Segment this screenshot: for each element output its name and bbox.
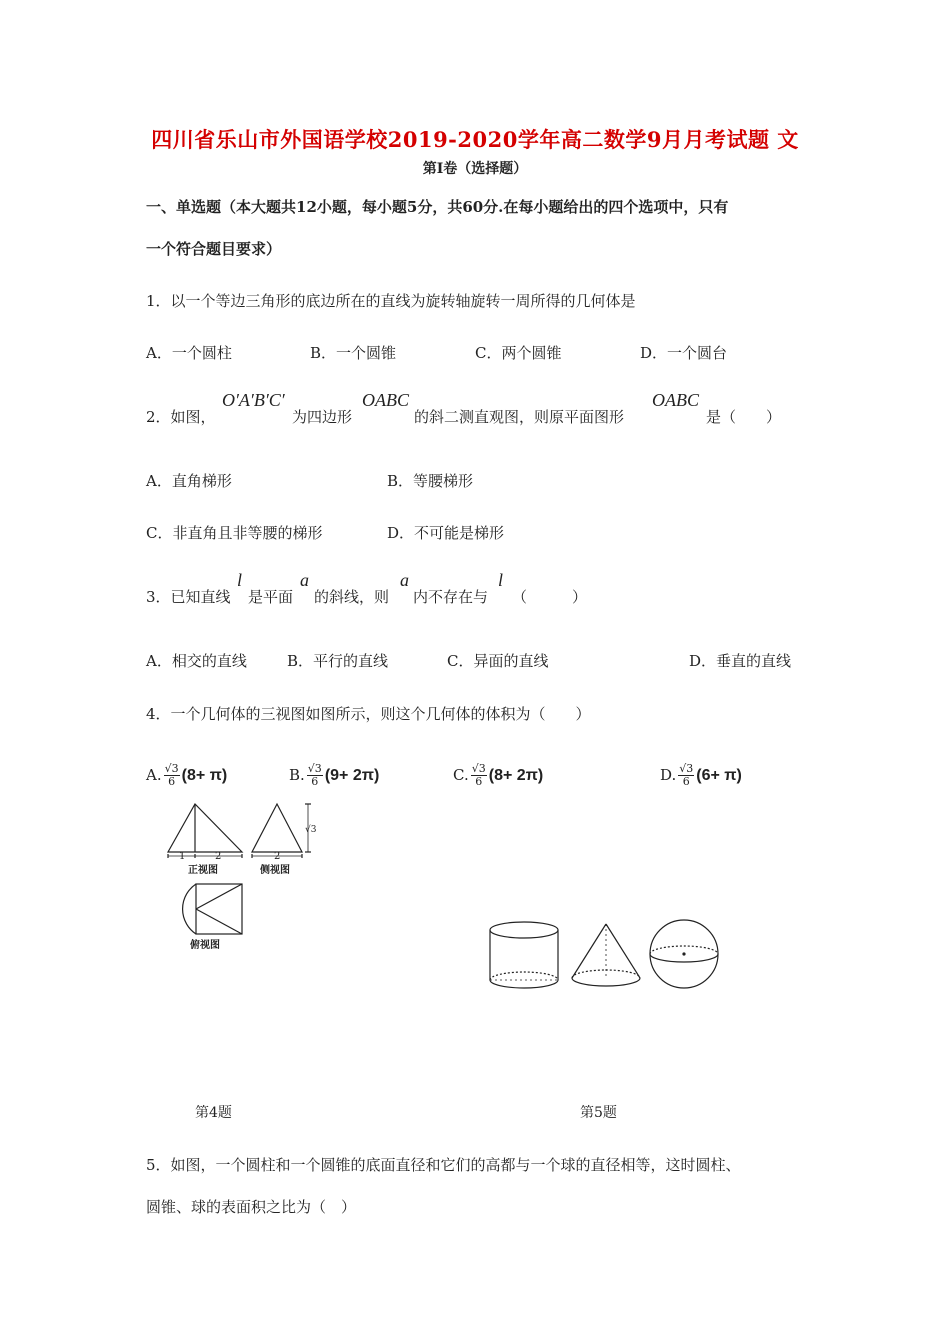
side-dim-2: 2 <box>274 851 281 862</box>
q3-math-a-2: a <box>400 570 409 590</box>
cone-side <box>572 924 606 978</box>
top-view <box>183 884 242 934</box>
figure-5-caption: 第5题 <box>580 1105 617 1121</box>
q4-option-b <box>289 763 379 788</box>
q2-option-d: D．不可能是梯形 <box>387 524 505 542</box>
figure-4-three-views <box>160 800 330 960</box>
q3-option-a: A．相交的直线 <box>146 652 247 670</box>
fraction-numerator: √3 <box>679 762 694 775</box>
part-heading: 第Ⅰ卷（选择题） <box>422 161 528 177</box>
question-5-stem-line2: 圆锥、球的表面积之比为（ ） <box>146 1198 357 1216</box>
side-view-label: 侧视图 <box>260 865 290 876</box>
fraction-numerator: √3 <box>164 762 179 775</box>
fraction-numerator: √3 <box>307 762 322 775</box>
fraction-denominator: 6 <box>475 775 483 788</box>
q4-option-d <box>660 763 742 788</box>
cylinder-bottom-front <box>490 980 558 988</box>
fraction-denominator: 6 <box>168 775 176 788</box>
q1-option-d: D．一个圆台 <box>640 344 728 362</box>
section-heading-line1: 一、单选题（本大题共12小题，每小题5分，共60分.在每小题给出的四个选项中，只有 <box>146 198 729 216</box>
cylinder <box>490 922 558 988</box>
q4-option-c-fraction <box>471 763 487 788</box>
q4-option-a-expression: (8+ π) <box>181 767 228 784</box>
q4-option-b-letter: B. <box>289 766 305 784</box>
cone-base-front <box>572 978 640 986</box>
q3-math-l-2: l <box>498 570 504 590</box>
q2-math-oabc-prime: O′A′B′C′ <box>222 390 285 410</box>
q4-option-d-expression: (6+ π) <box>696 767 742 784</box>
q4-option-b-fraction <box>307 763 323 788</box>
q4-option-c-expression: (8+ 2π) <box>488 767 544 784</box>
q3-math-a: a <box>300 570 309 590</box>
fraction-denominator: 6 <box>311 775 319 788</box>
q4-option-a-fraction <box>164 763 180 788</box>
question-3-stem-part2: 是平面 <box>248 588 294 606</box>
side-dim-height: √3 <box>305 825 317 835</box>
fraction-denominator: 6 <box>682 775 690 788</box>
cone <box>572 924 640 986</box>
q4-option-d-letter: D. <box>660 766 677 784</box>
q4-option-c-letter: C. <box>453 766 469 784</box>
front-view-triangle <box>168 804 242 852</box>
sphere-center <box>683 953 685 955</box>
fraction-numerator: √3 <box>471 762 486 775</box>
cylinder-bottom-back <box>490 972 558 980</box>
question-3-stem-part5: （ ） <box>512 588 588 606</box>
top-view-square <box>196 884 242 934</box>
q4-option-a <box>146 763 227 788</box>
question-2-stem-part4: 是（ ） <box>706 408 782 426</box>
question-2-stem-part2: 为四边形 <box>292 408 353 426</box>
q3-math-l: l <box>237 570 243 590</box>
question-3-stem-part4: 内不存在与 <box>413 588 489 606</box>
q2-option-a: A．直角梯形 <box>146 472 232 490</box>
figure-5-solids <box>484 918 724 998</box>
front-view-label: 正视图 <box>188 865 218 876</box>
q2-option-b: B．等腰梯形 <box>387 472 474 490</box>
q1-option-a: A．一个圆柱 <box>146 344 232 362</box>
q2-math-oabc: OABC <box>362 390 409 410</box>
front-view <box>168 804 242 858</box>
section-heading-line2: 一个符合题目要求） <box>146 240 282 258</box>
question-2-stem-part1: 2．如图， <box>146 408 216 426</box>
top-view-semicircle <box>183 884 196 934</box>
question-3-stem-part3: 的斜线，则 <box>314 588 390 606</box>
sphere <box>650 920 718 988</box>
question-5-stem-line1: 5．如图，一个圆柱和一个圆锥的底面直径和它们的高都与一个球的直径相等，这时圆柱、 <box>146 1156 741 1174</box>
q2-option-c: C．非直角且非等腰的梯形 <box>146 524 323 542</box>
question-1-stem: 1．以一个等边三角形的底边所在的直线为旋转轴旋转一周所得的几何体是 <box>146 292 636 310</box>
page-title: 四川省乐山市外国语学校2019-2020学年高二数学9月月考试题 文 <box>151 127 799 152</box>
question-3-stem-part1: 3．已知直线 <box>146 588 231 606</box>
top-view-diagonal <box>196 909 242 934</box>
q4-option-d-fraction <box>678 763 694 788</box>
q3-option-c: C．异面的直线 <box>447 652 549 670</box>
question-2-stem-part3: 的斜二测直观图，则原平面图形 <box>414 408 625 426</box>
front-dim-1: 1 <box>179 851 186 862</box>
q3-option-b: B．平行的直线 <box>287 652 389 670</box>
top-view-diagonal <box>196 884 242 909</box>
q1-option-c: C．两个圆锥 <box>475 344 562 362</box>
q4-option-b-expression: (9+ 2π) <box>324 767 380 784</box>
q4-option-a-letter: A. <box>146 766 162 784</box>
cylinder-top <box>490 922 558 938</box>
q1-option-b: B．一个圆锥 <box>310 344 397 362</box>
figure-4-caption: 第4题 <box>195 1105 232 1121</box>
top-view-label: 俯视图 <box>190 940 220 951</box>
q2-math-oabc-2: OABC <box>652 390 699 410</box>
q4-option-c <box>453 763 543 788</box>
front-dim-2: 2 <box>215 851 222 862</box>
side-view-triangle <box>252 804 302 852</box>
question-4-stem: 4．一个几何体的三视图如图所示，则这个几何体的体积为（ ） <box>146 705 591 723</box>
side-view <box>252 804 311 858</box>
q3-option-d: D．垂直的直线 <box>689 652 792 670</box>
